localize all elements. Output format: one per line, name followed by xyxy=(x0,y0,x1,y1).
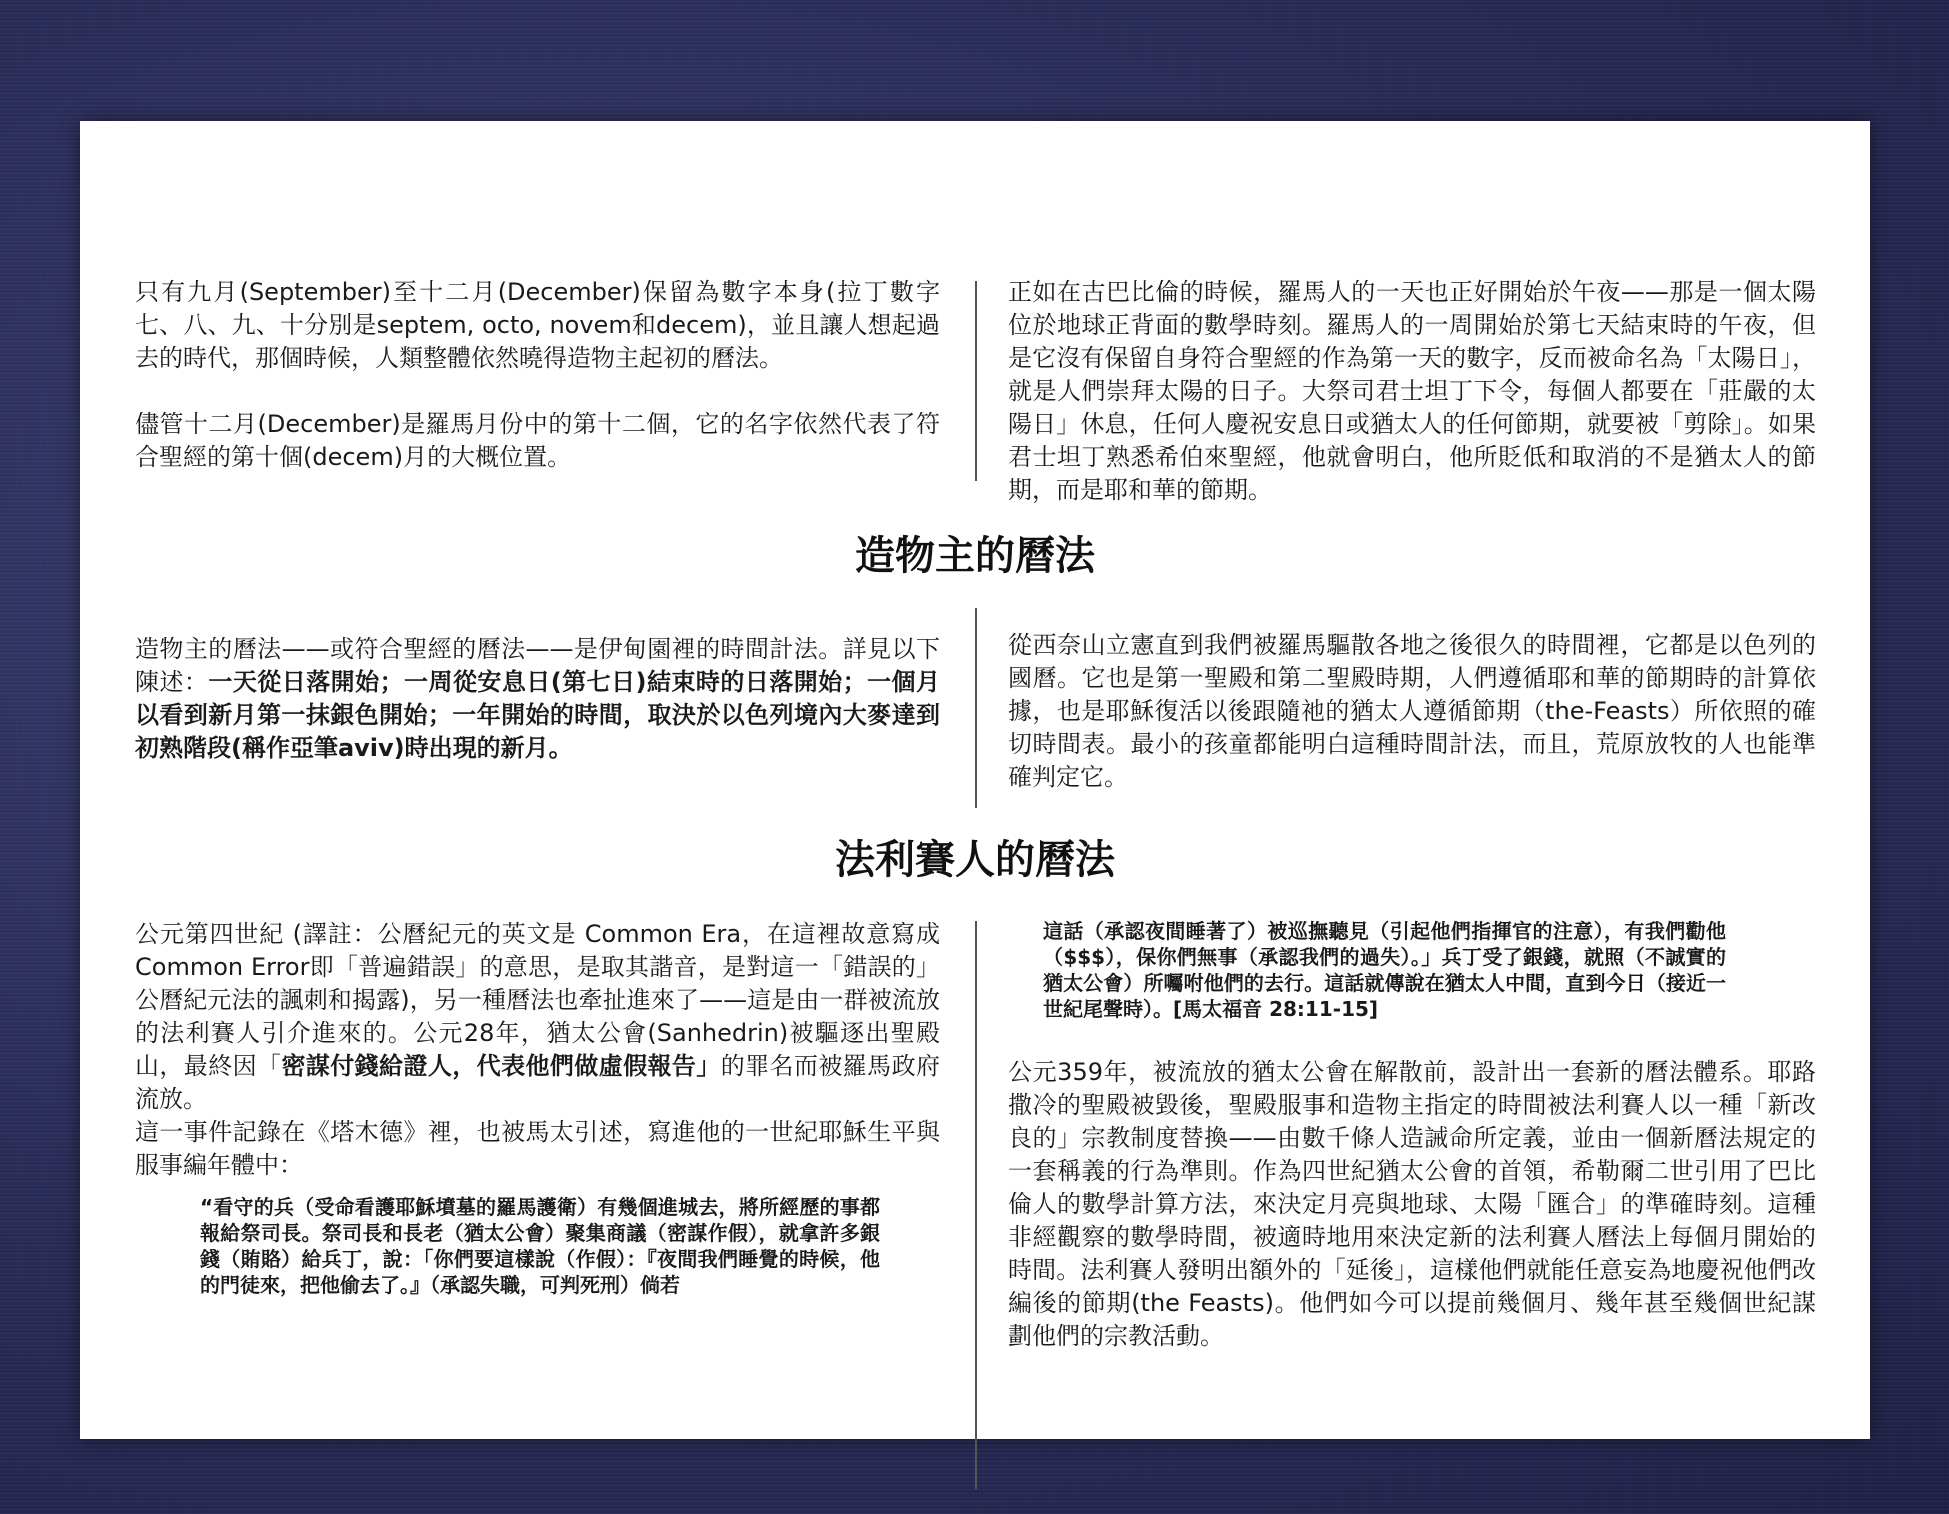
section3-right-column xyxy=(1008,918,1816,1353)
paragraph-text: 的罪名而被羅馬政府流放。 xyxy=(135,1052,940,1113)
paragraph-lead: 造物主的曆法——或符合聖經的曆法——是伊甸園裡的時間計法。詳見以下陳述： xyxy=(135,635,940,696)
section-heading: 法利賽人的曆法 xyxy=(835,837,1115,883)
paragraph: 儘管十二月(December)是羅馬月份中的第十二個，它的名字依然代表了符合聖經的第十個(decem)月的大概位置。 xyxy=(135,410,940,471)
paragraph-emphasis: 密謀付錢給證人，代表他們做虛假報告」 xyxy=(281,1052,721,1080)
section2-right-column xyxy=(1008,629,1816,794)
section-heading: 造物主的曆法 xyxy=(855,533,1095,579)
paragraph-text: 公元第四世紀 (譯註：公曆紀元的英文是 Common Era，在這裡故意寫成 Common Error即「普遍錯誤」的意思，是取其諧音，是對這一「錯誤的」公曆紀元法的諷刺和揭露)，另一種曆法也牽扯進來了——這是由一群被流放的法利賽人引介進來的。公元28年，猶太公會(Sanhedrin)被驅逐出聖殿山，最終因「 xyxy=(135,920,940,1080)
paragraph: 只有九月(September)至十二月(December)保留為數字本身(拉丁數字七、八、九、十分別是septem, octo, novem和decem)，並且讓人想起過去的時代，那個時候，人類整體依然曉得造物主起初的曆法。 xyxy=(135,278,940,372)
scripture-quote: “看守的兵（受命看護耶穌墳墓的羅馬護衛）有幾個進城去，將所經歷的事都報給祭司長。祭司長和長老（猶太公會）聚集商議（密謀作假），就拿許多銀錢（賄賂）給兵丁，說：「你們要這樣說（作假）：『夜間我們睡覺的時候，他的門徒來，把他偷去了。』（承認失職，可判死刑）倘若 xyxy=(200,1195,880,1297)
section3-left-column xyxy=(135,918,940,1298)
paragraph: 這一事件記錄在《塔木德》裡，也被馬太引述，寫進他的一世紀耶穌生平與服事編年體中： xyxy=(135,1118,940,1179)
column-divider xyxy=(975,921,977,1489)
section1-left-column xyxy=(135,276,940,474)
paragraph: 正如在古巴比倫的時候，羅馬人的一天也正好開始於午夜——那是一個太陽位於地球正背面的數學時刻。羅馬人的一周開始於第七天結束時的午夜，但是它沒有保留自身符合聖經的作為第一天的數字，反而被命名為「太陽日」，就是人們崇拜太陽的日子。大祭司君士坦丁下令，每個人都要在「莊嚴的太陽日」休息，任何人慶祝安息日或猶太人的任何節期，就要被「剪除」。如果君士坦丁熟悉希伯來聖經，他就會明白，他所貶低和取消的不是猶太人的節期，而是耶和華的節期。 xyxy=(1008,278,1816,504)
section1-right-column xyxy=(1008,276,1816,507)
paragraph xyxy=(135,633,940,765)
section2-left-column xyxy=(135,633,940,765)
paragraph xyxy=(135,918,940,1116)
column-divider xyxy=(975,608,977,808)
paragraph-emphasis: 一天從日落開始；一周從安息日(第七日)結束時的日落開始；一個月以看到新月第一抹銀色開始；一年開始的時間，取決於以色列境內大麥達到初熟階段(稱作亞筆aviv)時出現的新月。 xyxy=(135,668,941,762)
scripture-quote: 這話（承認夜間睡著了）被巡撫聽見（引起他們指揮官的注意），有我們勸他（$$$），保你們無事（承認我們的過失）。」兵丁受了銀錢，就照（不誠實的猶太公會）所囑咐他們的去行。這話就傳說在猶太人中間，直到今日（接近一世紀尾聲時）。[馬太福音 28:11-15] xyxy=(1043,919,1726,1021)
paragraph: 公元359年，被流放的猶太公會在解散前，設計出一套新的曆法體系。耶路撒冷的聖殿被毀後，聖殿服事和造物主指定的時間被法利賽人以一種「新改良的」宗教制度替換——由數千條人造誡命所定義，並由一個新曆法規定的一套稱義的行為準則。作為四世紀猶太公會的首領，希勒爾二世引用了巴比倫人的數學計算方法，來決定月亮與地球、太陽「匯合」的準確時刻。這種非經觀察的數學時間，被適時地用來決定新的法利賽人曆法上每個月開始的時間。法利賽人發明出額外的「延後」，這樣他們就能任意妄為地慶祝他們改編後的節期(the Feasts)。他們如今可以提前幾個月、幾年甚至幾個世紀謀劃他們的宗教活動。 xyxy=(1008,1058,1816,1350)
document-page xyxy=(80,121,1870,1439)
paragraph: 從西奈山立憲直到我們被羅馬驅散各地之後很久的時間裡，它都是以色列的國曆。它也是第一聖殿和第二聖殿時期，人們遵循耶和華的節期時的計算依據，也是耶穌復活以後跟隨祂的猶太人遵循節期（the-Feasts）所依照的確切時間表。最小的孩童都能明白這種時間計法，而且，荒原放牧的人也能準確判定它。 xyxy=(1008,631,1816,791)
column-divider xyxy=(975,281,977,481)
